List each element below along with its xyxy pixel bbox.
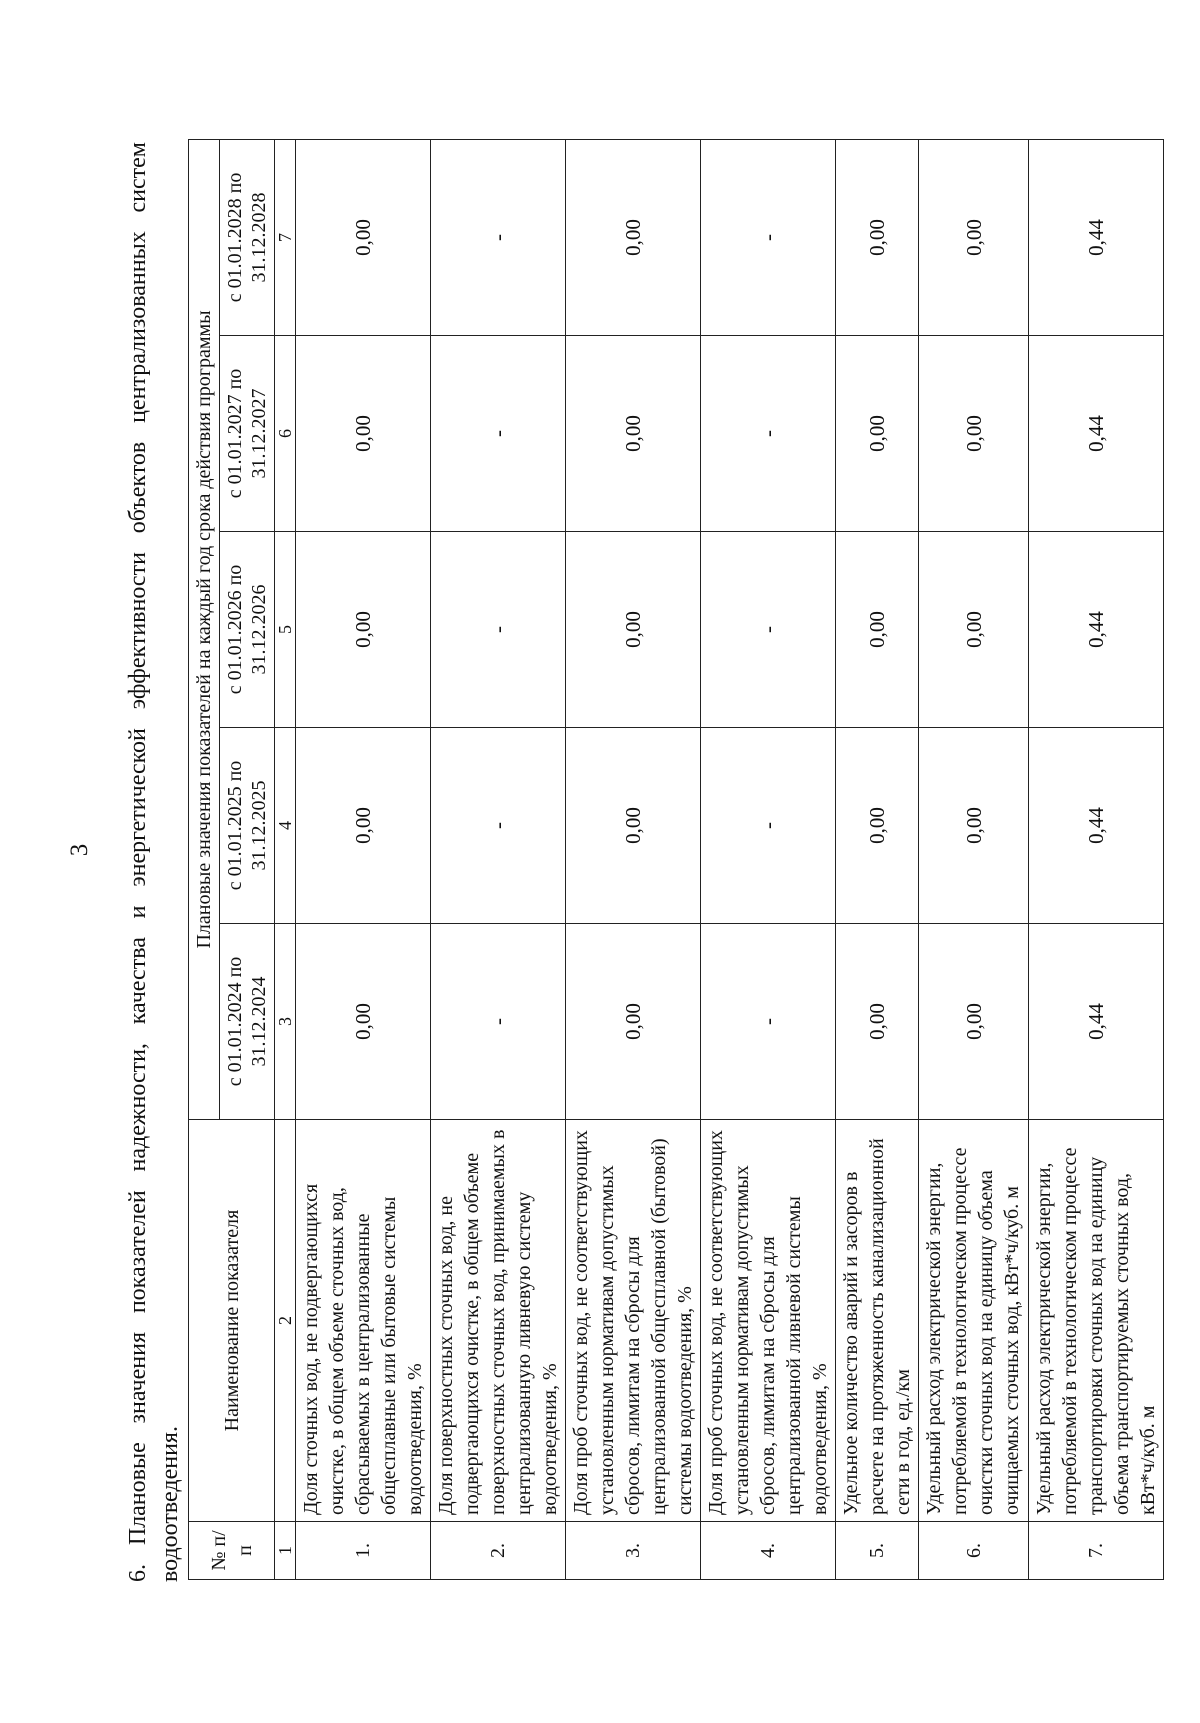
row-value: 0,44 (1029, 336, 1164, 532)
row-value: 0,44 (1029, 532, 1164, 728)
row-value: 0,00 (296, 336, 431, 532)
page-number: 3 (66, 843, 93, 857)
row-num: 4. (701, 1522, 836, 1580)
column-number: 6 (275, 336, 296, 532)
row-value: 0,44 (1029, 139, 1164, 335)
column-number: 2 (275, 1120, 296, 1522)
column-number: 1 (275, 1522, 296, 1580)
row-value: 0,00 (919, 924, 1029, 1120)
section-title: 6. Плановые значения показателей надежности, качества и энергетической эффективности объектов централизованных систем водоотведения. (125, 142, 183, 1582)
row-value: - (431, 139, 566, 335)
row-num: 5. (836, 1522, 919, 1580)
indicators-table (188, 139, 1164, 1580)
row-num: 1. (296, 1522, 431, 1580)
column-number: 5 (275, 532, 296, 728)
header-group: Плановые значения показателей на каждый год срока действия программы (189, 139, 220, 1119)
column-number: 3 (275, 924, 296, 1120)
row-name: Доля проб сточных вод, не соответствующих установленным нормативам допустимых сбросов, лимитам на сбросы для централизованной общесплавной (бытовой) системы водоотведения, % (566, 1120, 701, 1522)
row-name: Доля сточных вод, не подвергающихся очистке, в общем объеме сточных вод, сбрасываемых в централизованные общесплавные или бытовые системы водоотведения, % (296, 1120, 431, 1522)
row-name: Доля поверхностных сточных вод, не подвергающихся очистке, в общем объеме поверхностных сточных вод, принимаемых в централизованную ливневую систему водоотведения, % (431, 1120, 566, 1522)
table-row (566, 139, 701, 1579)
row-value: - (431, 924, 566, 1120)
row-name: Удельный расход электрической энергии, потребляемой в технологическом процессе очистки сточных вод на единицу объема очищаемых сточных вод, кВт*ч/куб. м (919, 1120, 1029, 1522)
column-number: 7 (275, 139, 296, 335)
rotated-page (66, 60, 1159, 1640)
table-row (919, 139, 1029, 1579)
row-value: 0,00 (919, 336, 1029, 532)
row-value: 0,00 (566, 139, 701, 335)
row-num: 7. (1029, 1522, 1164, 1580)
row-value: 0,44 (1029, 924, 1164, 1120)
row-value: 0,00 (836, 924, 919, 1120)
header-period: с 01.01.2027 по 31.12.2027 (220, 336, 275, 532)
row-value: - (701, 336, 836, 532)
header-period: с 01.01.2024 по 31.12.2024 (220, 924, 275, 1120)
row-value: - (431, 336, 566, 532)
row-num: 6. (919, 1522, 1029, 1580)
row-value: 0,00 (919, 728, 1029, 924)
row-value: - (701, 924, 836, 1120)
header-name: Наименование показателя (189, 1120, 275, 1522)
row-value: 0,00 (296, 728, 431, 924)
row-value: 0,44 (1029, 728, 1164, 924)
table-row (1029, 139, 1164, 1579)
row-value: 0,00 (566, 728, 701, 924)
header-period: с 01.01.2026 по 31.12.2026 (220, 532, 275, 728)
row-value: - (431, 532, 566, 728)
row-value: - (701, 139, 836, 335)
row-value: 0,00 (296, 532, 431, 728)
row-value: 0,00 (836, 139, 919, 335)
row-value: 0,00 (836, 532, 919, 728)
row-value: 0,00 (566, 336, 701, 532)
row-value: 0,00 (296, 139, 431, 335)
row-value: 0,00 (836, 728, 919, 924)
row-num: 2. (431, 1522, 566, 1580)
row-value: - (701, 532, 836, 728)
row-value: 0,00 (919, 139, 1029, 335)
header-num: № п/п (189, 1522, 275, 1580)
row-name: Удельный расход электрической энергии, потребляемой в технологическом процессе транспортировки сточных вод на единицу объема транспортируемых сточных вод, кВт*ч/куб. м (1029, 1120, 1164, 1522)
row-value: 0,00 (566, 924, 701, 1120)
row-num: 3. (566, 1522, 701, 1580)
table-row (701, 139, 836, 1579)
column-number: 4 (275, 728, 296, 924)
row-value: 0,00 (296, 924, 431, 1120)
row-value: - (701, 728, 836, 924)
header-period: с 01.01.2025 по 31.12.2025 (220, 728, 275, 924)
row-name: Удельное количество аварий и засоров в расчете на протяженность канализационной сети в год, ед./км (836, 1120, 919, 1522)
header-period: с 01.01.2028 по 31.12.2028 (220, 139, 275, 335)
row-value: 0,00 (836, 336, 919, 532)
row-value: 0,00 (566, 532, 701, 728)
table-row (836, 139, 919, 1579)
row-value: 0,00 (919, 532, 1029, 728)
row-value: - (431, 728, 566, 924)
row-name: Доля проб сточных вод, не соответствующих установленным нормативам допустимых сбросов, лимитам на сбросы для централизованной ливневой системы водоотведения, % (701, 1120, 836, 1522)
table-row (431, 139, 566, 1579)
table-row (296, 139, 431, 1579)
